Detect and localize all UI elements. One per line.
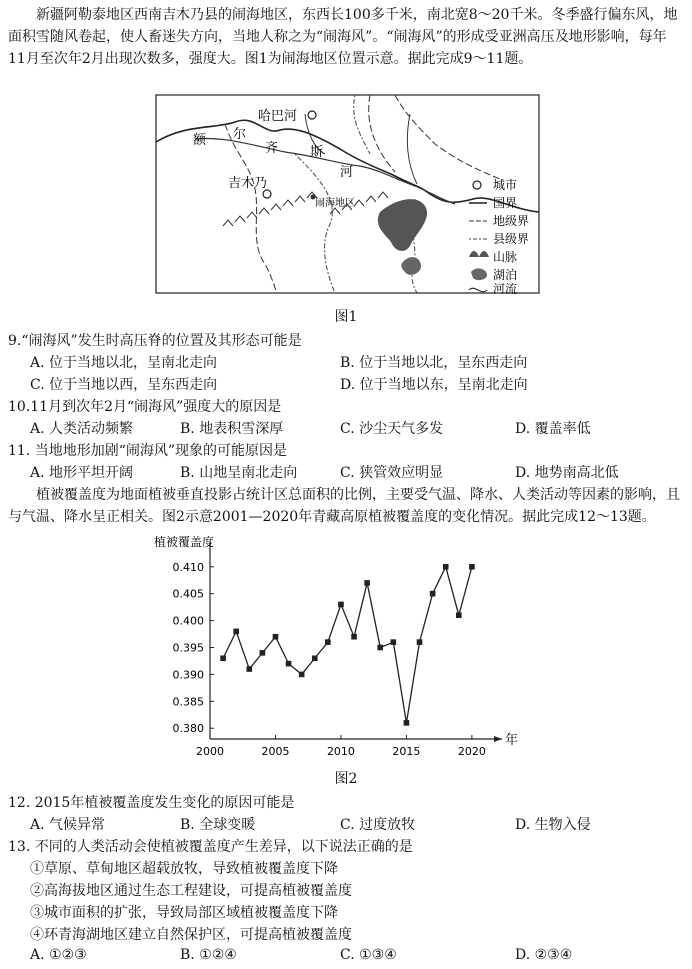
q13-statement-4: ④环青海湖地区建立自然保护区，可提高植被覆盖度 bbox=[30, 927, 352, 943]
figure-2-caption: 图2 bbox=[334, 771, 358, 787]
data-point-2007 bbox=[299, 672, 305, 678]
legend-county-border: 县级界 bbox=[493, 232, 530, 246]
y-tick-label-4: 0.400 bbox=[172, 614, 204, 628]
y-tick-label-6: 0.410 bbox=[172, 560, 204, 574]
x-tick-label-1: 2005 bbox=[261, 745, 290, 758]
vegetation-coverage-chart bbox=[140, 536, 520, 766]
city-label-habahe: 哈巴河 bbox=[258, 109, 298, 124]
y-tick-label-3: 0.395 bbox=[172, 641, 204, 655]
data-point-2019 bbox=[456, 612, 462, 618]
data-point-2014 bbox=[391, 639, 397, 645]
q10-option-b[interactable]: B. 地表积雪深厚 bbox=[180, 421, 284, 437]
q10-option-c[interactable]: C. 沙尘天气多发 bbox=[340, 421, 444, 437]
q13-statement-3: ③城市面积的扩张，导致局部区域植被覆盖度下降 bbox=[30, 905, 338, 921]
y-tick-label-2: 0.390 bbox=[172, 668, 204, 682]
q12-option-d[interactable]: D. 生物入侵 bbox=[515, 817, 591, 833]
q12-option-c[interactable]: C. 过度放牧 bbox=[340, 817, 416, 833]
data-point-2012 bbox=[364, 580, 370, 586]
data-point-2018 bbox=[443, 564, 449, 570]
intro-passage-2: 植被覆盖度为地面植被垂直投影占统计区总面积的比例，主要受气温、降水、人类活动等因素的影响，且与气温、降水呈正相关。图2示意2001—2020年青藏高原植被覆盖度的变化情况。据此完成12～13题。 bbox=[8, 487, 680, 525]
q10-options bbox=[30, 418, 680, 440]
river-label-er: 尔 bbox=[233, 127, 247, 142]
y-tick-label-1: 0.385 bbox=[172, 695, 204, 709]
q9-option-c[interactable]: C. 位于当地以西，呈东西走向 bbox=[30, 377, 218, 393]
q11-option-a[interactable]: A. 地形平坦开阔 bbox=[30, 465, 134, 481]
y-tick-label-5: 0.405 bbox=[172, 587, 204, 601]
q12-option-b[interactable]: B. 全球变暖 bbox=[180, 817, 256, 833]
q12-option-a[interactable]: A. 气候异常 bbox=[30, 817, 106, 833]
data-point-2020 bbox=[469, 564, 475, 570]
q9-stem: 9.“闹海风”发生时高压脊的位置及其形态可能是 bbox=[8, 333, 302, 349]
data-point-2002 bbox=[233, 629, 239, 635]
legend-national-border: 国界 bbox=[493, 196, 518, 210]
city-label-jimunai: 吉木乃 bbox=[228, 176, 268, 191]
data-point-2016 bbox=[417, 639, 423, 645]
map-figure-1 bbox=[155, 94, 540, 294]
q13-option-b[interactable]: B. ①②④ bbox=[180, 947, 237, 963]
q13-statement-1: ①草原、草甸地区超载放牧，导致植被覆盖度下降 bbox=[30, 861, 338, 877]
q13-option-a[interactable]: A. ①②③ bbox=[30, 947, 87, 963]
legend-prefecture-border: 地级界 bbox=[493, 214, 530, 228]
legend-mountain: 山脉 bbox=[493, 250, 518, 264]
x-tick-label-2: 2010 bbox=[326, 745, 355, 758]
q13-option-c[interactable]: C. ①③④ bbox=[340, 947, 397, 963]
data-point-2015 bbox=[404, 720, 410, 726]
q10-option-a[interactable]: A. 人类活动频繁 bbox=[30, 421, 134, 437]
data-point-2003 bbox=[246, 666, 252, 672]
q10-stem: 10.11月到次年2月“闹海风”强度大的原因是 bbox=[8, 399, 282, 415]
q9-options-row-2 bbox=[30, 374, 680, 396]
q12-stem: 12. 2015年植被覆盖度发生变化的原因可能是 bbox=[8, 795, 295, 811]
x-tick-label-0: 2000 bbox=[196, 745, 224, 758]
data-point-2008 bbox=[312, 655, 318, 661]
q13-options bbox=[30, 944, 680, 966]
q13-option-d[interactable]: D. ②③④ bbox=[515, 947, 573, 963]
q11-options bbox=[30, 462, 680, 484]
q11-option-d[interactable]: D. 地势南高北低 bbox=[515, 465, 619, 481]
y-axis-label: 植被覆盖度 bbox=[154, 536, 215, 549]
x-tick-label-3: 2015 bbox=[392, 745, 421, 758]
data-point-2005 bbox=[273, 634, 279, 640]
q9-option-b[interactable]: B. 位于当地以北，呈东西走向 bbox=[340, 355, 528, 371]
x-axis-arrow bbox=[494, 736, 502, 742]
data-point-2001 bbox=[220, 655, 226, 661]
legend-city: 城市 bbox=[493, 178, 518, 192]
q11-option-c[interactable]: C. 狭管效应明显 bbox=[340, 465, 444, 481]
intro-passage-1: 新疆阿勒泰地区西南吉木乃县的闹海地区，东西长100多千米，南北宽8～20千米。冬季盛行偏东风，地面积雪随风卷起，使人畜迷失方向，当地人称之为“闹海风”。“闹海风”的形成受亚洲高压及地形影响，每年11月至次年2月出现次数多，强度大。图1为闹海地区位置示意。据此完成9～11题。 bbox=[8, 7, 678, 67]
river-label-he: 河 bbox=[340, 165, 354, 180]
x-tick-label-4: 2020 bbox=[457, 745, 486, 758]
data-point-2009 bbox=[325, 639, 331, 645]
legend-river: 河流 bbox=[493, 282, 518, 294]
region-label-naohai: 闹海地区 bbox=[315, 198, 355, 209]
q10-option-d[interactable]: D. 覆盖率低 bbox=[515, 421, 591, 437]
river-label-e: 额 bbox=[193, 133, 207, 148]
q11-option-b[interactable]: B. 山地呈南北走向 bbox=[180, 465, 298, 481]
q11-stem: 11. 当地地形加剧“闹海风”现象的可能原因是 bbox=[8, 443, 288, 459]
data-point-2006 bbox=[286, 661, 292, 667]
q9-option-a[interactable]: A. 位于当地以北，呈南北走向 bbox=[30, 355, 218, 371]
q9-option-d[interactable]: D. 位于当地以东，呈南北走向 bbox=[340, 377, 528, 393]
data-point-2004 bbox=[260, 650, 266, 656]
figure-1-caption: 图1 bbox=[334, 309, 358, 325]
x-axis-label: 年 bbox=[505, 733, 519, 748]
river-label-si: 斯 bbox=[310, 145, 324, 160]
data-point-2011 bbox=[351, 634, 357, 640]
q12-options bbox=[30, 814, 680, 836]
data-point-2010 bbox=[338, 602, 344, 608]
legend-lake: 湖泊 bbox=[493, 268, 518, 282]
q9-options-row-1 bbox=[30, 352, 680, 374]
series-line bbox=[223, 567, 472, 723]
q13-stem: 13. 不同的人类活动会使植被覆盖度产生差异，以下说法正确的是 bbox=[8, 839, 413, 855]
data-point-2013 bbox=[377, 645, 383, 651]
q13-statement-2: ②高海拔地区通过生态工程建设，可提高植被覆盖度 bbox=[30, 883, 352, 899]
river-label-qi: 齐 bbox=[265, 141, 279, 156]
data-point-2017 bbox=[430, 591, 436, 597]
y-tick-label-0: 0.380 bbox=[172, 722, 204, 736]
